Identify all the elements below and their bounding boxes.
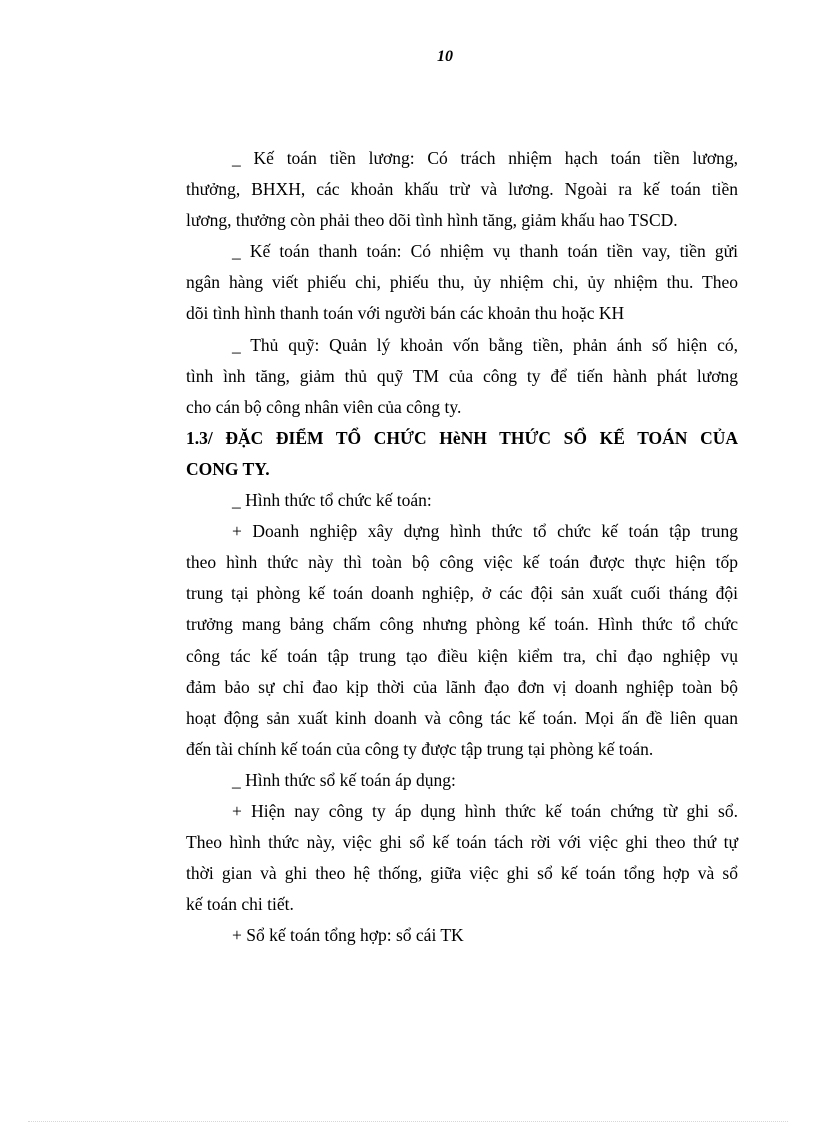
paragraph-line: kế toán chi tiết.	[186, 894, 294, 915]
paragraph-line: _ Kế toán thanh toán: Có nhiệm vụ thanh toán tiền vay, tiền gửi	[232, 241, 738, 262]
paragraph-line: công tác kế toán tập trung tạo điều kiện kiểm tra, chỉ đạo nghiệp vụ	[186, 645, 738, 666]
section-heading: CONG TY.	[186, 458, 270, 479]
paragraph-line: + Doanh nghiệp xây dựng hình thức tổ chức kế toán tập trung	[232, 521, 738, 542]
paragraph-line: + Hiện nay công ty áp dụng hình thức kế toán chứng từ ghi sổ.	[232, 800, 738, 821]
paragraph-line: trưởng mang bảng chấm công nhưng phòng kế toán. Hình thức tổ chức	[186, 614, 738, 635]
paragraph-line: _ Kế toán tiền lương: Có trách nhiệm hạch toán tiền lương,	[232, 148, 738, 168]
paragraph-line: cho cán bộ công nhân viên của công ty.	[186, 396, 462, 417]
paragraph-line: _ Hình thức tổ chức kế toán:	[232, 490, 432, 511]
paragraph-line: theo hình thức này thì toàn bộ công việc kế toán được thực hiện tốp	[186, 552, 738, 573]
paragraph-line: trung tại phòng kế toán doanh nghiệp, ở các đội sản xuất cuối tháng đội	[186, 583, 738, 604]
page-bottom-divider	[28, 1121, 788, 1122]
paragraph-line: đảm bảo sự chỉ đao kịp thời của lãnh đạo đơn vị doanh nghiệp toàn bộ	[186, 676, 738, 697]
paragraph-line: thời gian và ghi theo hệ thống, giữa việc ghi sổ kế toán tổng hợp và sổ	[186, 863, 738, 884]
paragraph-line: thưởng, BHXH, các khoản khấu trừ và lương. Ngoài ra kế toán tiền	[186, 179, 738, 200]
paragraph-line: + Sổ kế toán tổng hợp: sổ cái TK	[232, 925, 464, 946]
paragraph-line: _ Thủ quỹ: Quản lý khoản vốn bằng tiền, phản ánh số hiện có,	[232, 334, 738, 355]
paragraph-line: lương, thưởng còn phải theo dõi tình hình tăng, giảm khấu hao TSCD.	[186, 210, 678, 231]
paragraph-line: đến tài chính kế toán của công ty được tập trung tại phòng kế toán.	[186, 738, 654, 759]
paragraph-line: dõi tình hình thanh toán với người bán các khoản thu hoặc KH	[186, 303, 625, 324]
paragraph-line: hoạt động sản xuất kinh doanh và công tác kế toán. Mọi ấn đề liên quan	[186, 707, 738, 728]
paragraph-line: _ Hình thức sổ kế toán áp dụng:	[232, 769, 456, 790]
section-heading: 1.3/ ĐẶC ĐIỂM TỔ CHỨC HèNH THỨC SỔ KẾ TOÁN CỦA	[186, 427, 738, 448]
paragraph-line: ngân hàng viết phiếu chi, phiếu thu, ủy nhiệm chi, ủy nhiệm thu. Theo	[186, 272, 738, 293]
page-number: 10	[437, 48, 453, 65]
paragraph-line: tình ình tăng, giảm thủ quỹ TM của công ty để tiến hành phát lương	[186, 365, 738, 386]
paragraph-line: Theo hình thức này, việc ghi sổ kế toán tách rời với việc ghi theo thứ tự	[186, 832, 738, 853]
document-body	[186, 143, 738, 951]
